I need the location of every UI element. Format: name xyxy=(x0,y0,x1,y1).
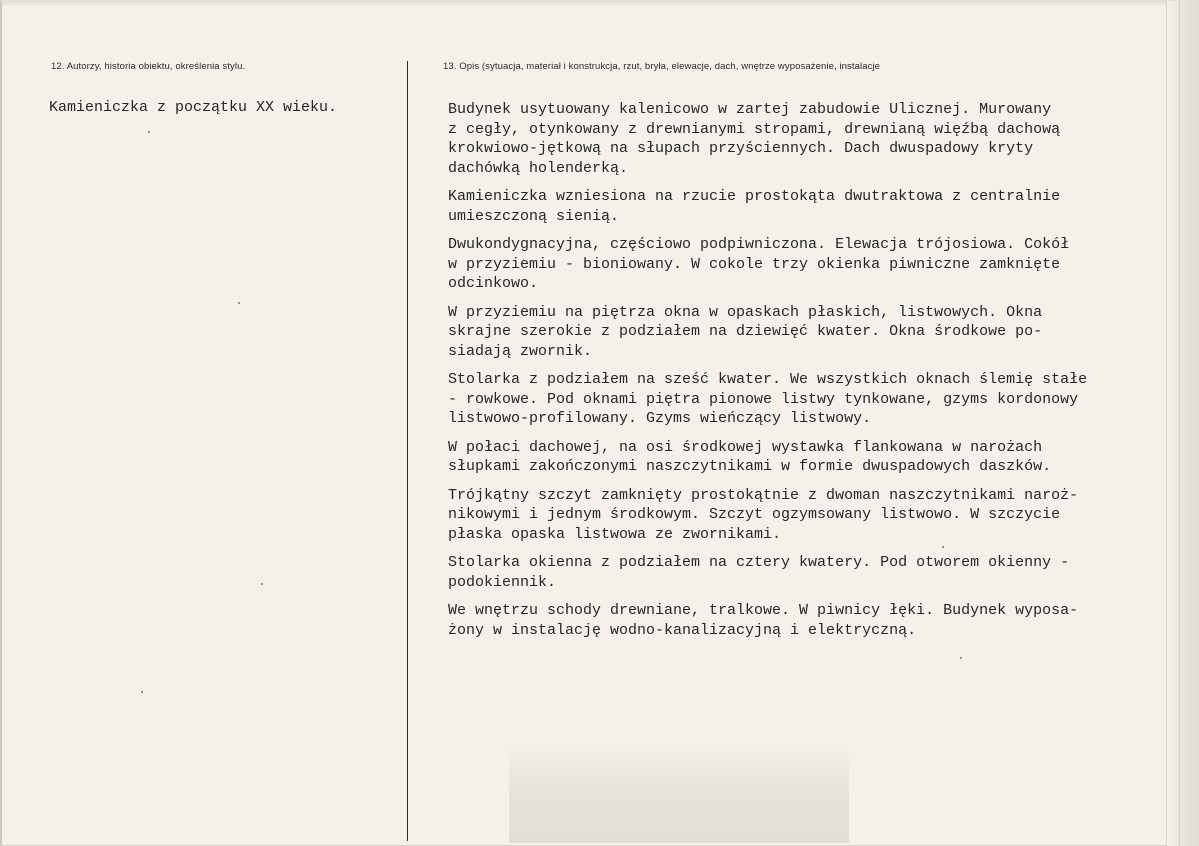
description-paragraph xyxy=(448,303,1168,362)
description-line: z cegły, otynkowany z drewnianymi stropami, drewnianą więźbą dachową xyxy=(448,120,1061,138)
description-line: podokiennik. xyxy=(448,573,557,591)
paper-right-edge xyxy=(1166,1,1199,846)
description-line: Budynek usytuowany kalenicowo w zartej zabudowie Ulicznej. Murowany xyxy=(448,101,1052,118)
description-line: dachówką holenderką. xyxy=(448,159,629,177)
description-line: krokwiowo-jętkową na słupach przyściennych. Dach dwuspadowy kryty xyxy=(448,140,1034,157)
description-line: We wnętrzu schody drewniane, tralkowe. W piwnicy łęki. Budynek wyposa- xyxy=(448,602,1079,619)
description-line: słupkami zakończonymi naszczytnikami w formie dwuspadowych daszków. xyxy=(448,458,1052,475)
description-line: żony w instalację wodno-kanalizacyjną i elektryczną. xyxy=(448,621,917,639)
field-12-label: 12. Autorzy, historia obiektu, określenia stylu. xyxy=(51,61,246,72)
description-paragraph xyxy=(448,553,1168,592)
description-paragraph xyxy=(448,601,1168,640)
paper-speck xyxy=(942,546,944,548)
description-line: siadają zwornik. xyxy=(448,342,593,360)
description-line: Stolarka okienna z podziałem na cztery kwatery. Pod otworem okienny - xyxy=(448,554,1070,571)
column-divider xyxy=(407,61,408,841)
description-line: skrajne szerokie z podziałem na dziewięć kwater. Okna środkowe po- xyxy=(448,323,1043,340)
paper-speck xyxy=(141,691,143,693)
paper-top-edge xyxy=(2,1,1199,7)
description-line: w przyziemiu - bioniowany. W cokole trzy okienka piwniczne zamknięte xyxy=(448,255,1061,273)
description-line: Stolarka z podziałem na sześć kwater. We wszystkich oknach ślemię stałe xyxy=(448,371,1088,388)
description-paragraph xyxy=(448,235,1168,294)
description-line: Trójkątny szczyt zamknięty prostokątnie z dwoman naszczytnikami naroż- xyxy=(448,486,1079,504)
description-line: W przyziemiu na piętrza okna w opaskach płaskich, listwowych. Okna xyxy=(448,303,1043,321)
description-line: odcinkowo. xyxy=(448,275,539,292)
paper-speck xyxy=(960,657,962,659)
description-line: nikowymi i jednym środkowym. Szczyt ogzymsowany listwowo. W szczycie xyxy=(448,506,1061,523)
paper-speck xyxy=(238,302,240,304)
field-13-description xyxy=(448,100,1168,649)
description-paragraph xyxy=(448,438,1168,477)
paper-speck xyxy=(261,583,263,585)
description-line: płaska opaska listwowa ze zwornikami. xyxy=(448,525,782,543)
description-paragraph xyxy=(448,187,1168,226)
description-paragraph xyxy=(448,100,1168,178)
description-line: umieszczoną sienią. xyxy=(448,207,620,225)
paper-smudge xyxy=(509,743,849,843)
field-13-label: 13. Opis (sytuacja, materiał i konstrukcja, rzut, bryła, elewacje, dach, wnętrze wyposażenie, instalacje xyxy=(443,61,881,72)
description-line: W połaci dachowej, na osi środkowej wystawka flankowana w narożach xyxy=(448,438,1043,456)
description-paragraph xyxy=(448,486,1168,545)
description-line: Dwukondygnacyjna, częściowo podpiwniczona. Elewacja trójosiowa. Cokół xyxy=(448,236,1070,253)
description-line: - rowkowe. Pod oknami piętra pionowe listwy tynkowane, gzyms kordonowy xyxy=(448,390,1079,408)
description-paragraph xyxy=(448,370,1168,429)
description-line: listwowo-profilowany. Gzyms wieńczący listwowy. xyxy=(448,410,872,427)
description-line: Kamieniczka wzniesiona na rzucie prostokąta dwutraktowa z centralnie xyxy=(448,188,1061,205)
field-12-text: Kamieniczka z początku XX wieku. xyxy=(49,99,338,116)
paper-speck xyxy=(148,131,150,133)
